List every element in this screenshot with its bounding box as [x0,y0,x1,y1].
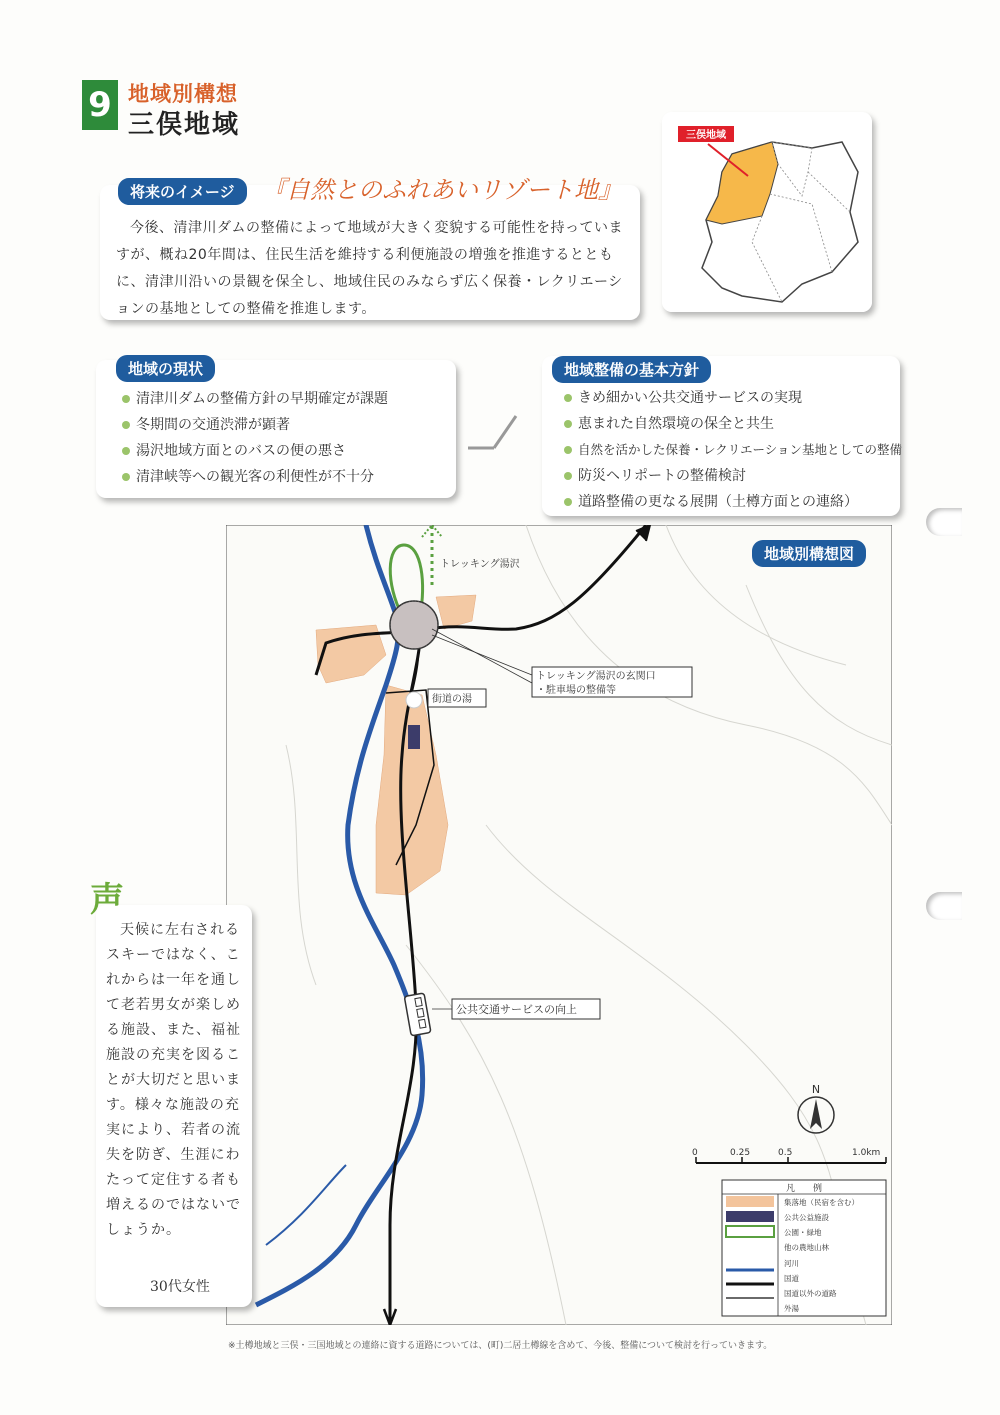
list-item: 道路整備の更なる展開（土樽方面との連絡） [562,489,902,515]
north-label: N [811,1083,821,1096]
map-title: 地域別構想図 [752,540,866,567]
legend-item: 集落地（民宿を含む） [784,1198,859,1207]
legend [722,1180,886,1316]
list-item: 湯沢地域方面とのバスの便の悪さ [120,438,388,464]
policy-label: 地域整備の基本方針 [552,356,711,383]
trekking-label: トレッキング湯沢 [440,559,520,570]
policy-list [562,385,902,515]
list-item: 冬期間の交通渋滞が顕著 [120,412,388,438]
future-image-text: 今後、清津川ダムの整備によって地域が大きく変貌する可能性を持っていますが、概ね20年間は、住民生活を維持する利便施設の増強を推進するとともに、清津川沿いの景観を保全し、地域住民のみならず広く保養・レクリエーションの基地としての整備を推進します。 [116,220,623,317]
status-list [120,386,388,490]
punch-hole [926,508,962,536]
voice-text: 天候に左右されるスキーではなく、これからは一年を通して老若男女が楽しめる施設、また、福祉施設の充実を図ることが大切だと思います。様々な施設の充実により、若者の流失を防ぎ、生涯にわたって定住する者も増えるのではないでしょうか。 [106,922,241,1238]
list-item: 恵まれた自然環境の保全と共生 [562,411,902,437]
legend-title: 凡 例 [785,1184,823,1194]
legend-item: 公共公益施設 [784,1213,829,1222]
list-item: 防災ヘリポートの整備検討 [562,463,902,489]
legend-item: 他の農地山林 [784,1243,829,1252]
scale-label: 0.25 [730,1148,751,1158]
legend-item: 外湯 [784,1304,799,1313]
section-subtitle: 地域別構想 [128,82,238,106]
parking-label: ・駐車場の整備等 [536,685,616,696]
voice-heading: 声 [90,880,124,920]
gateway-label: トレッキング湯沢の玄関口 [536,671,656,682]
scale-label: 1.0km [852,1148,881,1158]
kaidou-no-yu-label: 街道の湯 [432,694,472,705]
hot-spring-icon [406,692,422,708]
legend-item: 公園・緑地 [784,1228,822,1237]
legend-item: 国道 [784,1274,799,1283]
legend-item: 国道以外の道路 [784,1289,837,1298]
voice-signature: 30代女性 [150,1279,210,1295]
legend-item: 河川 [784,1259,799,1268]
footnote: ※土樽地域と三俣・三国地域との連絡に資する道路については、(町)二居土樽線を含めて、今後、整備について検討を行っていきます。 [228,1341,773,1351]
list-item: 清津峡等への観光客の利便性が不十分 [120,464,388,490]
flow-arrow-icon [462,410,522,460]
page-title: 三俣地域 [128,110,241,140]
public-facility [408,725,420,749]
status-label: 地域の現状 [116,355,215,382]
locator-map [662,112,872,312]
locator-label: 三俣地域 [686,130,726,141]
scale-label: 0.5 [778,1148,793,1158]
concept-map [226,525,892,1325]
catchphrase: 『自然とのふれあいリゾート地』 [262,176,622,204]
transit-label: 公共交通サービスの向上 [456,1003,577,1016]
list-item: 自然を活かした保養・レクリエーション基地としての整備 [562,437,902,463]
punch-hole [926,892,962,920]
list-item: きめ細かい公共交通サービスの実現 [562,385,902,411]
list-item: 清津川ダムの整備方針の早期確定が課題 [120,386,388,412]
scale-label: 0 [692,1148,698,1158]
section-number: 9 [82,80,118,130]
future-image-label: 将来のイメージ [118,178,247,205]
